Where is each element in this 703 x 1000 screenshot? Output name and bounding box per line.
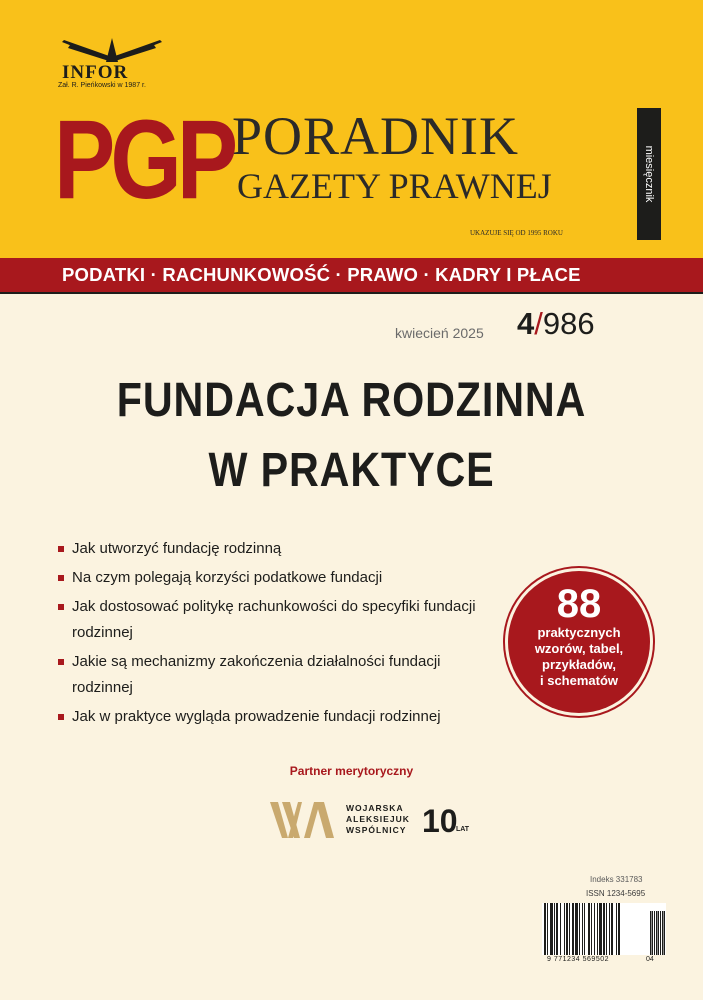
anniversary-number: 10 [422,803,458,838]
issn-number: ISSN 1234-5695 [586,889,646,898]
partner-name-line3: WSPÓLNICY [346,825,407,835]
headline-line2: W PRAKTYCE [208,444,495,497]
bullet-item: Jak dostosować politykę rachunkowości do specyfiki fundacji rodzinnej [58,594,498,646]
issue-number [517,306,595,342]
headline-line1: FUNDACJA RODZINNA [116,374,587,427]
issue-date: kwiecień 2025 [395,325,484,341]
masthead-title-line1: PORADNIK [232,106,520,166]
partner-label: Partner merytoryczny [289,764,414,778]
partner-name [346,803,410,836]
anniversary-unit: LAT [456,826,470,833]
bullet-item: Jakie są mechanizmy zakończenia działalności fundacji rodzinnej [58,649,498,701]
topic-bar [0,258,703,294]
masthead-area [0,0,703,258]
barcode-icon [542,903,666,955]
infor-wing-icon [58,38,166,64]
cover-headline [0,366,703,506]
wa-monogram-icon [268,798,336,842]
badge-line3: przykładów, [542,657,616,672]
badge-line4: i schematów [539,673,619,688]
infor-logo [54,38,170,89]
issue-number-total: 986 [542,306,595,341]
infor-tagline: Zał. R. Pieńkowski w 1987 r. [58,82,146,89]
issue-number-current: 4 [517,306,535,341]
bullet-item: Jak w praktyce wygląda prowadzenie fundacji rodzinnej [58,704,498,730]
infor-name: INFOR [62,62,129,83]
partner-name-line1: WOJARSKA [346,803,404,813]
topic-list: PODATKI · RACHUNKOWOŚĆ · PRAWO · KADRY I PŁACE [62,264,581,285]
badge-line2: wzorów, tabel, [534,641,624,656]
count-badge [508,571,650,713]
issue-number-separator: / [534,306,543,341]
badge-number: 88 [556,582,602,626]
badge-line1: praktycznych [537,625,621,640]
frequency-label: miesięcznik [643,145,655,203]
bullet-item: Na czym polegają korzyści podatkowe fundacji [58,565,498,591]
partner-name-line2: ALEKSIEJUK [346,814,410,824]
barcode-addon: 04 [646,956,654,963]
barcode-digits: 9 771234 569502 [547,956,609,963]
topic-bullets [58,536,498,733]
pgp-logo: PGP [54,97,234,222]
bullet-item: Jak utworzyć fundację rodzinną [58,536,498,562]
indeks-number: Indeks 331783 [590,875,643,884]
masthead-since: UKAZUJE SIĘ OD 1995 ROKU [470,229,563,237]
masthead-title-line2: GAZETY PRAWNEJ [237,166,552,206]
